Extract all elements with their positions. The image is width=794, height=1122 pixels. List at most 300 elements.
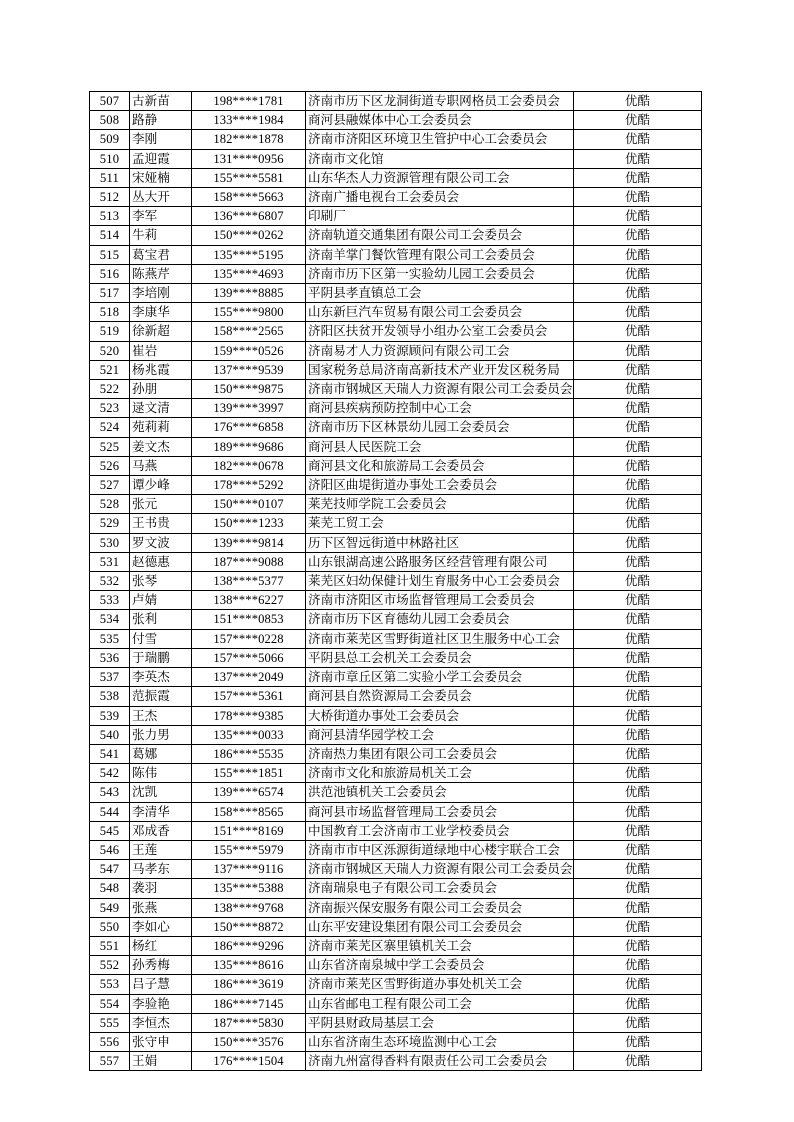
cell-organization: 济南市历下区第一实验幼儿园工会委员会	[306, 264, 574, 283]
table-row	[90, 802, 702, 821]
cell-name: 路静	[130, 111, 192, 130]
cell-organization: 济南市历下区林景幼儿园工会委员会	[306, 418, 574, 437]
cell-platform: 优酷	[574, 264, 702, 283]
cell-platform: 优酷	[574, 207, 702, 226]
table-row	[90, 476, 702, 495]
cell-index: 533	[90, 591, 130, 610]
cell-platform: 优酷	[574, 706, 702, 725]
cell-organization: 济南易才人力资源顾问有限公司工会	[306, 341, 574, 360]
cell-platform: 优酷	[574, 111, 702, 130]
cell-name: 丛大开	[130, 188, 192, 207]
cell-platform: 优酷	[574, 360, 702, 379]
cell-organization: 平阴县财政局基层工会	[306, 1013, 574, 1032]
cell-phone: 135****5195	[192, 245, 306, 264]
cell-organization: 济南市济阳区环境卫生管护中心工会委员会	[306, 130, 574, 149]
cell-organization: 济南市文化和旅游局机关工会	[306, 764, 574, 783]
cell-name: 孟迎霞	[130, 149, 192, 168]
cell-index: 516	[90, 264, 130, 283]
cell-index: 548	[90, 879, 130, 898]
cell-organization: 济阳区扶贫开发领导小组办公室工会委员会	[306, 322, 574, 341]
cell-platform: 优酷	[574, 418, 702, 437]
table-row	[90, 687, 702, 706]
cell-organization: 莱芜区妇幼保健计划生育服务中心工会委员会	[306, 572, 574, 591]
cell-phone: 155****5581	[192, 168, 306, 187]
cell-index: 534	[90, 610, 130, 629]
table-row	[90, 936, 702, 955]
cell-organization: 济南市钢城区天瑞人力资源有限公司工会委员会	[306, 860, 574, 879]
cell-platform: 优酷	[574, 744, 702, 763]
cell-platform: 优酷	[574, 975, 702, 994]
cell-platform: 优酷	[574, 533, 702, 552]
cell-platform: 优酷	[574, 495, 702, 514]
cell-index: 555	[90, 1013, 130, 1032]
cell-phone: 158****5663	[192, 188, 306, 207]
table-row	[90, 226, 702, 245]
cell-index: 545	[90, 821, 130, 840]
cell-phone: 139****3997	[192, 399, 306, 418]
cell-platform: 优酷	[574, 1013, 702, 1032]
cell-index: 535	[90, 629, 130, 648]
cell-phone: 151****0853	[192, 610, 306, 629]
cell-phone: 137****9116	[192, 860, 306, 879]
table-row	[90, 245, 702, 264]
cell-name: 张利	[130, 610, 192, 629]
cell-name: 葛娜	[130, 744, 192, 763]
table-row	[90, 303, 702, 322]
cell-phone: 139****9814	[192, 533, 306, 552]
cell-index: 551	[90, 936, 130, 955]
cell-organization: 商河县疾病预防控制中心工会	[306, 399, 574, 418]
cell-phone: 182****0678	[192, 456, 306, 475]
cell-platform: 优酷	[574, 226, 702, 245]
cell-organization: 济南羊掌门餐饮管理有限公司工会委员会	[306, 245, 574, 264]
cell-organization: 济南市市中区泺源街道绿地中心楼宇联合工会	[306, 840, 574, 859]
cell-phone: 186****3619	[192, 975, 306, 994]
cell-name: 李军	[130, 207, 192, 226]
cell-platform: 优酷	[574, 821, 702, 840]
cell-index: 520	[90, 341, 130, 360]
cell-organization: 山东银湖高速公路服务区经营管理有限公司	[306, 552, 574, 571]
cell-platform: 优酷	[574, 610, 702, 629]
cell-organization: 山东省邮电工程有限公司工会	[306, 994, 574, 1013]
cell-index: 556	[90, 1032, 130, 1051]
table-row	[90, 149, 702, 168]
cell-name: 王书贵	[130, 514, 192, 533]
cell-name: 孙朋	[130, 380, 192, 399]
cell-index: 537	[90, 668, 130, 687]
cell-phone: 150****3576	[192, 1032, 306, 1051]
cell-name: 卢婧	[130, 591, 192, 610]
cell-index: 523	[90, 399, 130, 418]
cell-name: 马孝东	[130, 860, 192, 879]
cell-organization: 历下区智远街道中林路社区	[306, 533, 574, 552]
cell-name: 陈伟	[130, 764, 192, 783]
cell-name: 张守申	[130, 1032, 192, 1051]
cell-organization: 济南市莱芜区雪野街道社区卫生服务中心工会	[306, 629, 574, 648]
table-row	[90, 610, 702, 629]
cell-organization: 山东新巨汽车贸易有限公司工会委员会	[306, 303, 574, 322]
cell-phone: 187****5830	[192, 1013, 306, 1032]
cell-organization: 济阳区曲堤街道办事处工会委员会	[306, 476, 574, 495]
cell-organization: 济南市济阳区市场监督管理局工会委员会	[306, 591, 574, 610]
cell-phone: 135****8616	[192, 956, 306, 975]
cell-phone: 138****9768	[192, 898, 306, 917]
cell-platform: 优酷	[574, 764, 702, 783]
cell-phone: 187****9088	[192, 552, 306, 571]
cell-name: 孙秀梅	[130, 956, 192, 975]
table-row	[90, 456, 702, 475]
cell-index: 541	[90, 744, 130, 763]
table-row	[90, 130, 702, 149]
cell-name: 于瑞鹏	[130, 648, 192, 667]
table-row	[90, 591, 702, 610]
cell-organization: 济南广播电视台工会委员会	[306, 188, 574, 207]
table-row	[90, 860, 702, 879]
cell-platform: 优酷	[574, 130, 702, 149]
cell-name: 李康华	[130, 303, 192, 322]
cell-organization: 中国教育工会济南市工业学校委员会	[306, 821, 574, 840]
table-row	[90, 783, 702, 802]
table-row	[90, 399, 702, 418]
cell-index: 546	[90, 840, 130, 859]
cell-platform: 优酷	[574, 437, 702, 456]
cell-index: 510	[90, 149, 130, 168]
cell-name: 张元	[130, 495, 192, 514]
cell-phone: 150****8872	[192, 917, 306, 936]
table-row	[90, 341, 702, 360]
cell-platform: 优酷	[574, 898, 702, 917]
cell-organization: 商河县融媒体中心工会委员会	[306, 111, 574, 130]
cell-phone: 137****9539	[192, 360, 306, 379]
cell-name: 陈燕芹	[130, 264, 192, 283]
cell-organization: 济南市历下区龙洞街道专职网格员工会委员会	[306, 92, 574, 111]
cell-index: 511	[90, 168, 130, 187]
table-row	[90, 111, 702, 130]
cell-phone: 155****5979	[192, 840, 306, 859]
cell-phone: 158****8565	[192, 802, 306, 821]
cell-platform: 优酷	[574, 1052, 702, 1071]
cell-index: 547	[90, 860, 130, 879]
cell-organization: 商河县文化和旅游局工会委员会	[306, 456, 574, 475]
cell-name: 李验艳	[130, 994, 192, 1013]
cell-platform: 优酷	[574, 245, 702, 264]
table-row	[90, 552, 702, 571]
cell-organization: 济南九州富得香料有限责任公司工会委员会	[306, 1052, 574, 1071]
cell-organization: 山东平安建设集团有限公司工会委员会	[306, 917, 574, 936]
table-row	[90, 418, 702, 437]
cell-phone: 198****1781	[192, 92, 306, 111]
cell-name: 袭羽	[130, 879, 192, 898]
cell-name: 李英杰	[130, 668, 192, 687]
cell-phone: 157****0228	[192, 629, 306, 648]
table-row	[90, 360, 702, 379]
cell-name: 李培刚	[130, 284, 192, 303]
cell-index: 525	[90, 437, 130, 456]
table-row	[90, 380, 702, 399]
cell-name: 李如心	[130, 917, 192, 936]
cell-index: 522	[90, 380, 130, 399]
cell-phone: 138****6227	[192, 591, 306, 610]
cell-organization: 济南市钢城区天瑞人力资源有限公司工会委员会	[306, 380, 574, 399]
table-row	[90, 898, 702, 917]
cell-platform: 优酷	[574, 802, 702, 821]
cell-name: 马燕	[130, 456, 192, 475]
table-row	[90, 629, 702, 648]
cell-index: 532	[90, 572, 130, 591]
cell-phone: 176****6858	[192, 418, 306, 437]
cell-phone: 150****9875	[192, 380, 306, 399]
cell-phone: 133****1984	[192, 111, 306, 130]
cell-index: 530	[90, 533, 130, 552]
cell-platform: 优酷	[574, 1032, 702, 1051]
cell-platform: 优酷	[574, 552, 702, 571]
cell-index: 544	[90, 802, 130, 821]
cell-name: 杨红	[130, 936, 192, 955]
cell-platform: 优酷	[574, 936, 702, 955]
cell-platform: 优酷	[574, 725, 702, 744]
table-row	[90, 514, 702, 533]
cell-platform: 优酷	[574, 668, 702, 687]
cell-platform: 优酷	[574, 322, 702, 341]
cell-organization: 商河县人民医院工会	[306, 437, 574, 456]
table-row	[90, 168, 702, 187]
table-row	[90, 92, 702, 111]
table-body	[90, 92, 702, 1071]
cell-name: 李刚	[130, 130, 192, 149]
cell-index: 524	[90, 418, 130, 437]
table-row	[90, 975, 702, 994]
cell-phone: 186****9296	[192, 936, 306, 955]
cell-phone: 136****6807	[192, 207, 306, 226]
cell-phone: 139****6574	[192, 783, 306, 802]
cell-name: 王莲	[130, 840, 192, 859]
cell-platform: 优酷	[574, 188, 702, 207]
cell-organization: 济南市莱芜区寨里镇机关工会	[306, 936, 574, 955]
table-row	[90, 994, 702, 1013]
cell-name: 杨兆霞	[130, 360, 192, 379]
cell-phone: 186****7145	[192, 994, 306, 1013]
cell-phone: 178****5292	[192, 476, 306, 495]
cell-organization: 济南市章丘区第二实验小学工会委员会	[306, 668, 574, 687]
cell-phone: 139****8885	[192, 284, 306, 303]
cell-platform: 优酷	[574, 687, 702, 706]
cell-index: 550	[90, 917, 130, 936]
cell-index: 538	[90, 687, 130, 706]
table-row	[90, 956, 702, 975]
cell-organization: 济南振兴保安服务有限公司工会委员会	[306, 898, 574, 917]
cell-name: 张燕	[130, 898, 192, 917]
cell-name: 邓成香	[130, 821, 192, 840]
winners-table-container	[89, 91, 701, 1071]
cell-index: 549	[90, 898, 130, 917]
cell-organization: 济南市文化馆	[306, 149, 574, 168]
table-row	[90, 725, 702, 744]
cell-index: 513	[90, 207, 130, 226]
cell-organization: 商河县市场监督管理局工会委员会	[306, 802, 574, 821]
cell-index: 518	[90, 303, 130, 322]
cell-platform: 优酷	[574, 456, 702, 475]
cell-name: 宋娅楠	[130, 168, 192, 187]
cell-phone: 150****0262	[192, 226, 306, 245]
table-row	[90, 572, 702, 591]
cell-index: 517	[90, 284, 130, 303]
cell-platform: 优酷	[574, 476, 702, 495]
table-row	[90, 879, 702, 898]
cell-phone: 157****5066	[192, 648, 306, 667]
cell-name: 崔岩	[130, 341, 192, 360]
table-row	[90, 188, 702, 207]
cell-index: 508	[90, 111, 130, 130]
cell-organization: 平阴县孝直镇总工会	[306, 284, 574, 303]
cell-organization: 大桥街道办事处工会委员会	[306, 706, 574, 725]
cell-platform: 优酷	[574, 956, 702, 975]
cell-phone: 157****5361	[192, 687, 306, 706]
cell-name: 范振霞	[130, 687, 192, 706]
cell-phone: 186****5535	[192, 744, 306, 763]
cell-index: 557	[90, 1052, 130, 1071]
cell-name: 王杰	[130, 706, 192, 725]
cell-name: 李恒杰	[130, 1013, 192, 1032]
cell-platform: 优酷	[574, 168, 702, 187]
cell-index: 539	[90, 706, 130, 725]
table-row	[90, 917, 702, 936]
cell-platform: 优酷	[574, 380, 702, 399]
cell-organization: 山东省济南生态环境监测中心工会	[306, 1032, 574, 1051]
table-row	[90, 744, 702, 763]
cell-index: 529	[90, 514, 130, 533]
cell-index: 527	[90, 476, 130, 495]
table-row	[90, 437, 702, 456]
table-row	[90, 1032, 702, 1051]
cell-platform: 优酷	[574, 860, 702, 879]
cell-platform: 优酷	[574, 917, 702, 936]
table-row	[90, 322, 702, 341]
cell-organization: 商河县自然资源局工会委员会	[306, 687, 574, 706]
cell-name: 李清华	[130, 802, 192, 821]
cell-index: 554	[90, 994, 130, 1013]
cell-name: 沈凯	[130, 783, 192, 802]
cell-phone: 178****9385	[192, 706, 306, 725]
cell-index: 528	[90, 495, 130, 514]
cell-index: 543	[90, 783, 130, 802]
cell-organization: 莱芜技师学院工会委员会	[306, 495, 574, 514]
cell-phone: 135****5388	[192, 879, 306, 898]
cell-name: 徐新超	[130, 322, 192, 341]
cell-organization: 济南轨道交通集团有限公司工会委员会	[306, 226, 574, 245]
table-row	[90, 264, 702, 283]
cell-organization: 济南瑞泉电子有限公司工会委员会	[306, 879, 574, 898]
cell-index: 552	[90, 956, 130, 975]
cell-phone: 189****9686	[192, 437, 306, 456]
cell-index: 553	[90, 975, 130, 994]
cell-phone: 176****1504	[192, 1052, 306, 1071]
cell-name: 谭少峰	[130, 476, 192, 495]
cell-phone: 150****0107	[192, 495, 306, 514]
cell-phone: 158****2565	[192, 322, 306, 341]
cell-platform: 优酷	[574, 514, 702, 533]
cell-organization: 山东省济南泉城中学工会委员会	[306, 956, 574, 975]
table-row	[90, 706, 702, 725]
cell-organization: 济南热力集团有限公司工会委员会	[306, 744, 574, 763]
table-row	[90, 495, 702, 514]
cell-platform: 优酷	[574, 783, 702, 802]
cell-phone: 135****0033	[192, 725, 306, 744]
cell-index: 526	[90, 456, 130, 475]
cell-platform: 优酷	[574, 629, 702, 648]
cell-platform: 优酷	[574, 591, 702, 610]
cell-name: 张琴	[130, 572, 192, 591]
cell-phone: 155****1851	[192, 764, 306, 783]
cell-phone: 137****2049	[192, 668, 306, 687]
cell-organization: 济南市历下区育德幼儿园工会委员会	[306, 610, 574, 629]
table-row	[90, 1052, 702, 1071]
cell-organization: 洪范池镇机关工会委员会	[306, 783, 574, 802]
cell-name: 王娟	[130, 1052, 192, 1071]
cell-platform: 优酷	[574, 399, 702, 418]
table-row	[90, 1013, 702, 1032]
cell-phone: 150****1233	[192, 514, 306, 533]
cell-phone: 151****8169	[192, 821, 306, 840]
cell-organization: 山东华杰人力资源管理有限公司工会	[306, 168, 574, 187]
cell-platform: 优酷	[574, 303, 702, 322]
cell-phone: 155****9800	[192, 303, 306, 322]
cell-phone: 182****1878	[192, 130, 306, 149]
cell-phone: 159****0526	[192, 341, 306, 360]
cell-name: 逯文清	[130, 399, 192, 418]
cell-name: 吕子慧	[130, 975, 192, 994]
cell-platform: 优酷	[574, 648, 702, 667]
cell-index: 519	[90, 322, 130, 341]
table-row	[90, 207, 702, 226]
cell-index: 540	[90, 725, 130, 744]
cell-organization: 国家税务总局济南高新技术产业开发区税务局	[306, 360, 574, 379]
table-row	[90, 668, 702, 687]
table-row	[90, 821, 702, 840]
cell-index: 536	[90, 648, 130, 667]
cell-index: 507	[90, 92, 130, 111]
cell-name: 赵德惠	[130, 552, 192, 571]
cell-organization: 商河县清华园学校工会	[306, 725, 574, 744]
cell-organization: 济南市莱芜区雪野街道办事处机关工会	[306, 975, 574, 994]
cell-platform: 优酷	[574, 994, 702, 1013]
cell-organization: 莱芜工贸工会	[306, 514, 574, 533]
cell-index: 531	[90, 552, 130, 571]
table-row	[90, 284, 702, 303]
cell-name: 张力男	[130, 725, 192, 744]
cell-platform: 优酷	[574, 284, 702, 303]
cell-index: 542	[90, 764, 130, 783]
table-row	[90, 648, 702, 667]
cell-platform: 优酷	[574, 149, 702, 168]
cell-platform: 优酷	[574, 341, 702, 360]
cell-name: 罗文波	[130, 533, 192, 552]
cell-platform: 优酷	[574, 840, 702, 859]
cell-index: 515	[90, 245, 130, 264]
cell-name: 付雪	[130, 629, 192, 648]
cell-organization: 平阴县总工会机关工会委员会	[306, 648, 574, 667]
cell-name: 牛莉	[130, 226, 192, 245]
cell-platform: 优酷	[574, 92, 702, 111]
cell-name: 姜文杰	[130, 437, 192, 456]
cell-name: 苑莉莉	[130, 418, 192, 437]
winners-table	[89, 91, 702, 1071]
cell-organization: 印刷厂	[306, 207, 574, 226]
cell-name: 古新苗	[130, 92, 192, 111]
cell-index: 509	[90, 130, 130, 149]
cell-index: 512	[90, 188, 130, 207]
cell-index: 521	[90, 360, 130, 379]
table-row	[90, 533, 702, 552]
